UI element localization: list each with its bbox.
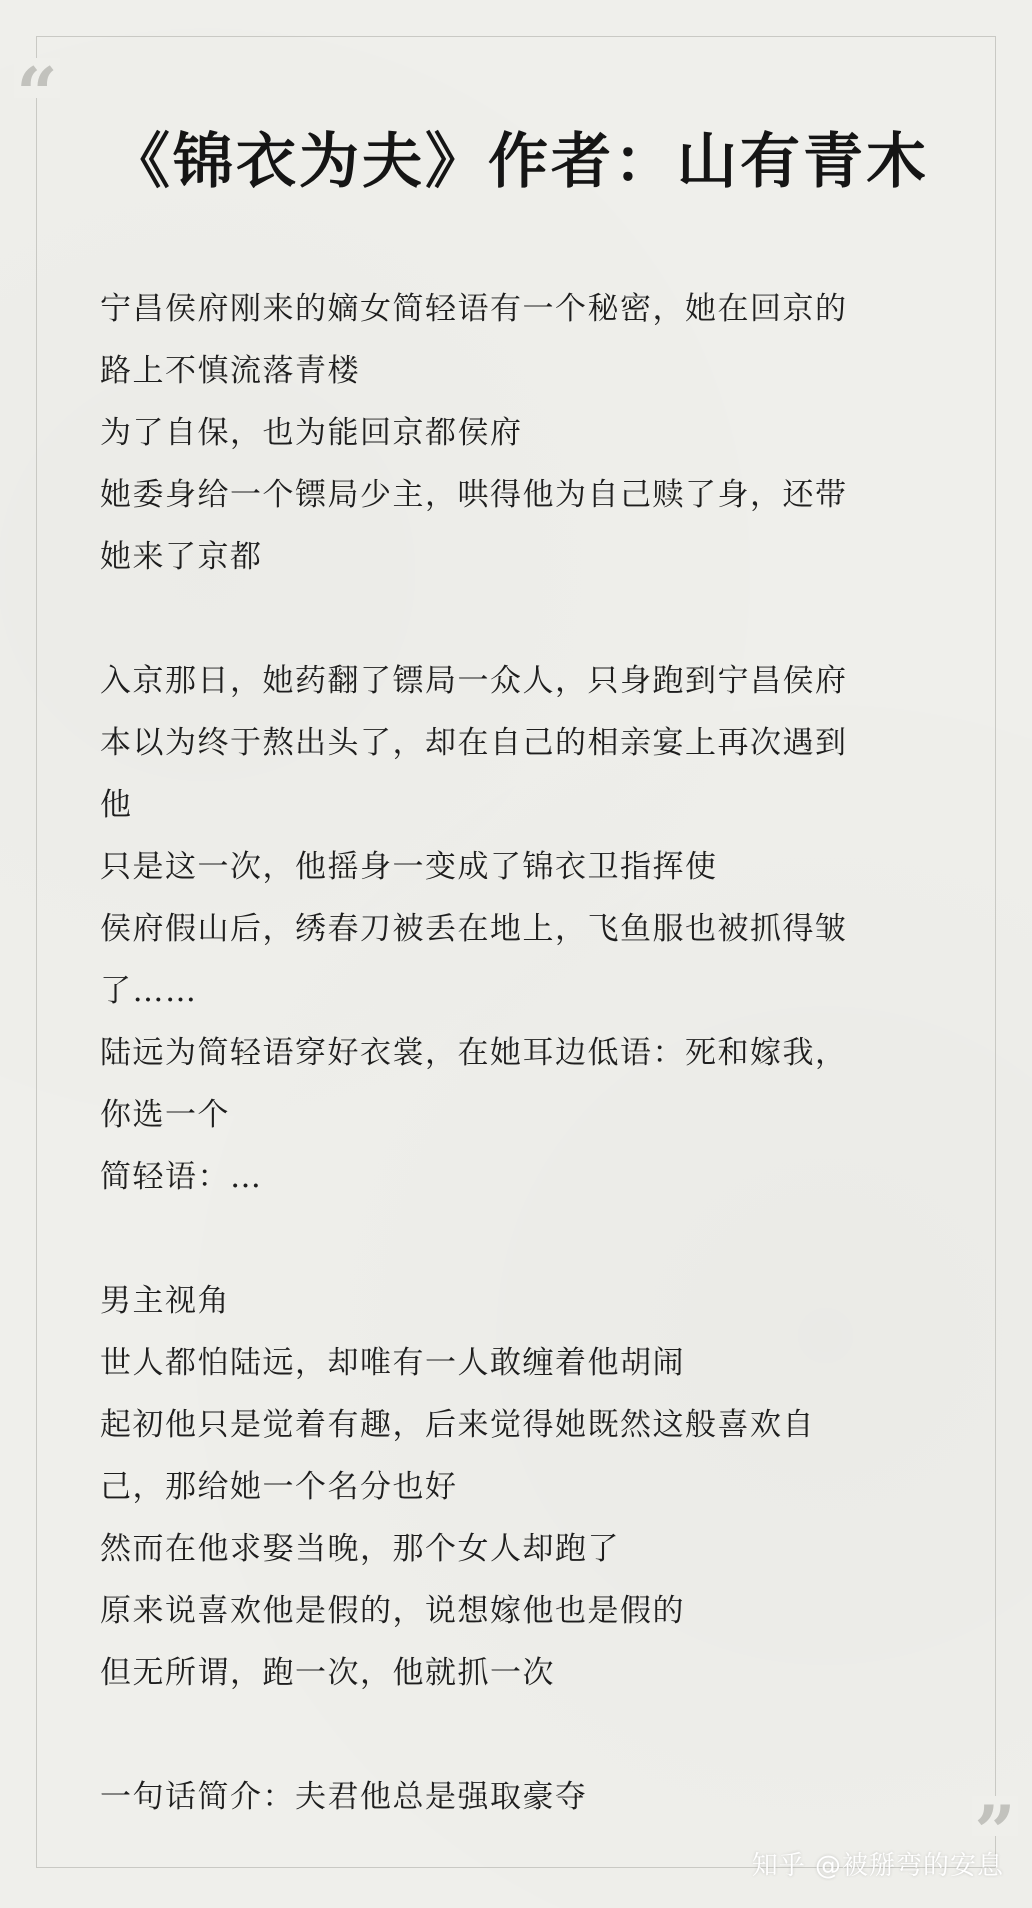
paragraph-capital [100, 650, 930, 1208]
text-line: 陆远为简轻语穿好衣裳，在她耳边低语：死和嫁我， [100, 1035, 848, 1071]
text-line: 男主视角 [100, 1283, 230, 1319]
synopsis-body [100, 278, 930, 1828]
close-quote-mark: ” [972, 1796, 1018, 1836]
book-title: 《锦衣为夫》作者：山有青木 [110, 127, 929, 197]
paragraph-male-lead [100, 1270, 930, 1704]
text-line: 路上不慎流落青楼 [100, 353, 360, 389]
text-line: 世人都怕陆远，却唯有一人敢缠着他胡闹 [100, 1345, 685, 1381]
text-line: 侯府假山后，绣春刀被丢在地上，飞鱼服也被抓得皱 [100, 911, 848, 947]
text-line: 她来了京都 [100, 539, 263, 575]
text-line: 然而在他求娶当晚，那个女人却跑了 [100, 1531, 620, 1567]
paragraph-gap [100, 1704, 930, 1766]
text-line: 了…… [100, 973, 198, 1009]
text-line: 原来说喜欢他是假的，说想嫁他也是假的 [100, 1593, 685, 1629]
text-line: 他 [100, 787, 133, 823]
text-line: 但无所谓，跑一次，他就抓一次 [100, 1655, 555, 1691]
paragraph-intro [100, 278, 930, 588]
text-line: 本以为终于熬出头了，却在自己的相亲宴上再次遇到 [100, 725, 848, 761]
text-line: 只是这一次，他摇身一变成了锦衣卫指挥使 [100, 849, 718, 885]
text-line: 为了自保，也为能回京都侯府 [100, 415, 523, 451]
text-line: 她委身给一个镖局少主，哄得他为自己赎了身，还带 [100, 477, 848, 513]
text-line: 一句话简介：夫君他总是强取豪夺 [100, 1779, 588, 1815]
text-line: 宁昌侯府刚来的嫡女简轻语有一个秘密，她在回京的 [100, 291, 848, 327]
text-line: 入京那日，她药翻了镖局一众人，只身跑到宁昌侯府 [100, 663, 848, 699]
text-line: 你选一个 [100, 1097, 230, 1133]
text-line: 简轻语：… [100, 1159, 263, 1195]
watermark: 知乎 @被掰弯的安息 [751, 1851, 1004, 1881]
paragraph-gap [100, 588, 930, 650]
text-line: 起初他只是觉着有趣，后来觉得她既然这般喜欢自 [100, 1407, 815, 1443]
paragraph-gap [100, 1208, 930, 1270]
open-quote-mark: “ [14, 58, 60, 98]
text-line: 己，那给她一个名分也好 [100, 1469, 458, 1505]
paragraph-tagline [100, 1766, 930, 1828]
